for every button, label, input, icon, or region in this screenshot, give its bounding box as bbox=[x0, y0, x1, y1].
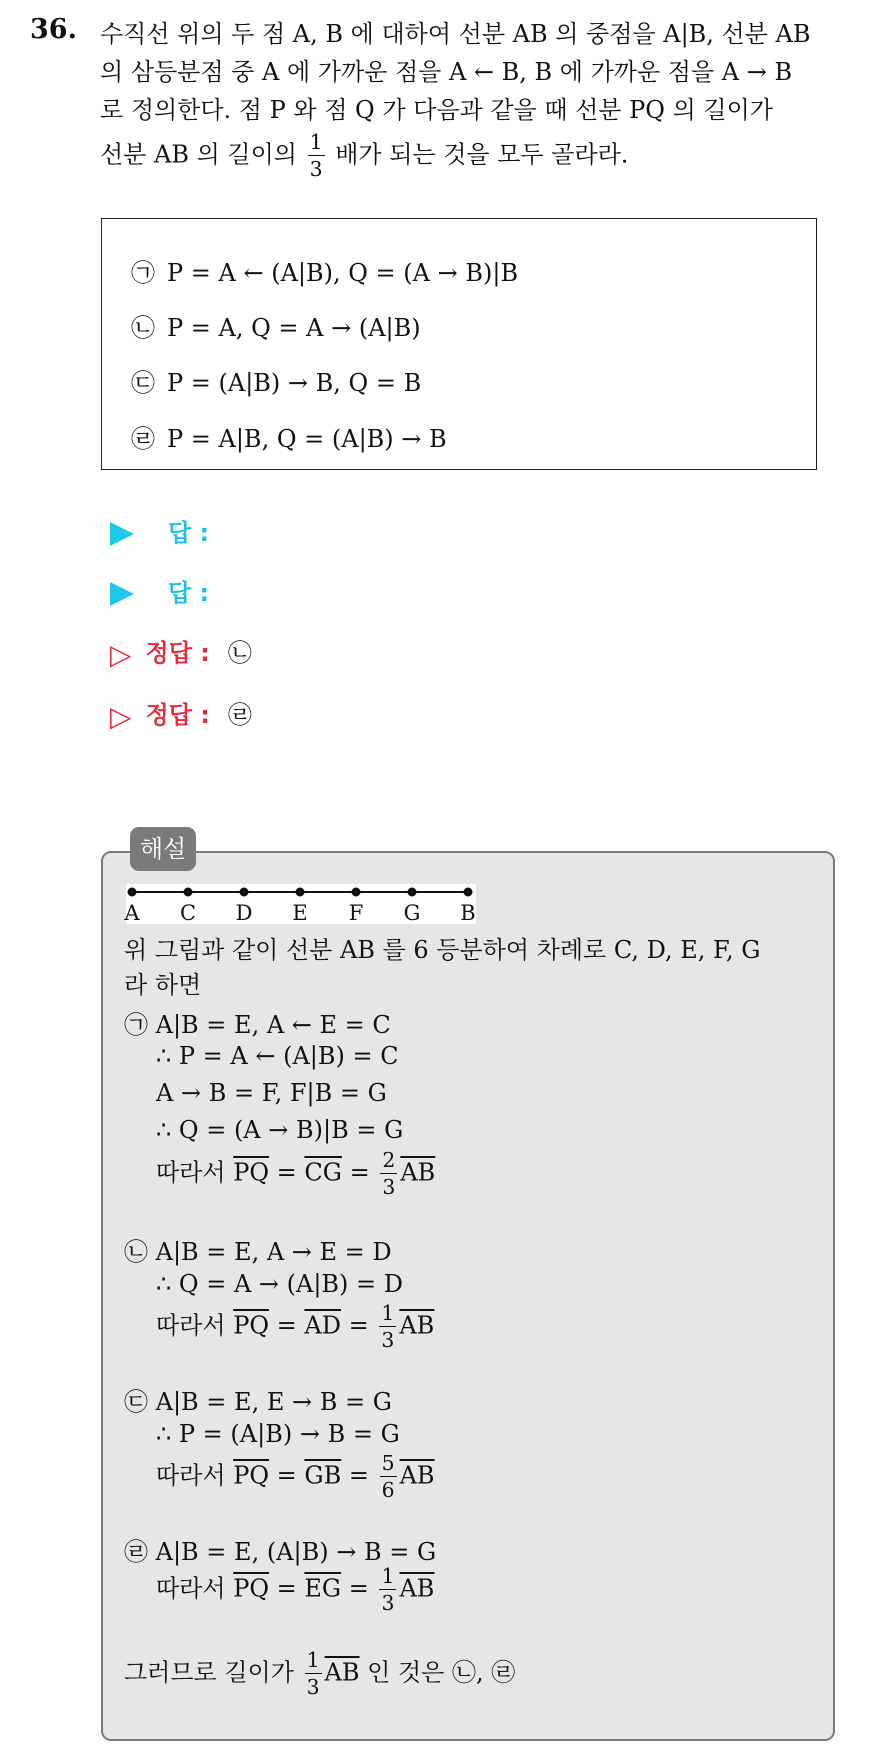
question-text-line-4 bbox=[100, 132, 628, 180]
solution-step-3-line-2: ∴ P = (A|B) → B = G bbox=[156, 1420, 400, 1448]
point-label-f: F bbox=[348, 901, 364, 925]
choice-marker: ㉣ bbox=[131, 425, 155, 453]
point-label-d: D bbox=[235, 901, 253, 925]
correct-answer-1 bbox=[110, 633, 252, 671]
answer-blank-1 bbox=[110, 513, 209, 548]
solution-step-2-result: 따라서 $\overline{PQ} = \overline{AD}$ = $\frac{1}{3}$ $\overline{AB}$ bbox=[156, 1301, 435, 1353]
choice-item-3 bbox=[131, 363, 421, 398]
solution-step-1-result: 따라서 $\overline{PQ} = \overline{CG}$ = $\frac{2}{3}$ $\overline{AB}$ bbox=[156, 1148, 436, 1200]
choice-marker: ㉢ bbox=[131, 369, 155, 397]
solution-step-4-line-1: ㉣ A|B = E, (A|B) → B = G bbox=[124, 1538, 437, 1566]
question-number: 36. bbox=[30, 14, 77, 45]
solution-step-1-line-3: A → B = F, F|B = G bbox=[156, 1079, 387, 1107]
question-text-post: 배가 되는 것을 모두 골라라. bbox=[335, 140, 629, 169]
choice-marker: ㉡ bbox=[131, 314, 155, 342]
solution-step-3-result: 따라서 $\overline{PQ} = \overline{GB}$ = $\frac{5}{6}$ $\overline{AB}$ bbox=[156, 1451, 435, 1503]
point-e bbox=[296, 888, 305, 897]
choice-text: P = A|B, Q = (A|B) → B bbox=[167, 425, 447, 453]
choice-marker: ㉠ bbox=[131, 259, 155, 287]
solution-intro-1: 위 그림과 같이 선분 AB 를 6 등분하여 차례로 C, D, E, F, G bbox=[124, 936, 761, 964]
outline-arrow-icon: ▷ bbox=[110, 699, 132, 733]
point-b bbox=[464, 888, 473, 897]
choice-item-1 bbox=[131, 253, 518, 288]
play-arrow-icon bbox=[110, 582, 134, 606]
question-text-pre: 선분 AB 의 길이의 bbox=[100, 140, 297, 169]
question-text-line-2: 의 삼등분점 중 A 에 가까운 점을 A ← B, B 에 가까운 점을 A → B bbox=[100, 58, 793, 86]
point-label-c: C bbox=[179, 901, 197, 925]
point-label-e: E bbox=[292, 901, 308, 925]
correct-answer-value: ㉣ bbox=[227, 701, 252, 729]
question-text-line-3: 로 정의한다. 점 P 와 점 Q 가 다음과 같을 때 선분 PQ 의 길이가 bbox=[100, 96, 773, 124]
solution-tab: 해설 bbox=[130, 827, 196, 871]
answer-blank-2 bbox=[110, 573, 209, 608]
solution-step-3-line-1: ㉢ A|B = E, E → B = G bbox=[124, 1388, 392, 1416]
question-text-line-1: 수직선 위의 두 점 A, B 에 대하여 선분 AB 의 중점을 A|B, 선분 AB bbox=[100, 20, 811, 48]
solution-step-1-line-1: ㉠ A|B = E, A ← E = C bbox=[124, 1011, 391, 1039]
number-line-figure bbox=[126, 884, 476, 924]
play-arrow-icon bbox=[110, 522, 134, 546]
point-d bbox=[240, 888, 249, 897]
solution-step-2-line-2: ∴ Q = A → (A|B) = D bbox=[156, 1270, 404, 1298]
correct-answer-value: ㉡ bbox=[227, 639, 252, 667]
solution-step-2-line-1: ㉡ A|B = E, A → E = D bbox=[124, 1238, 392, 1266]
choice-item-2 bbox=[131, 308, 421, 343]
correct-answer-label: 정답 : bbox=[145, 639, 210, 667]
solution-step-4-result: 따라서 $\overline{PQ} = \overline{EG}$ = $\frac{1}{3}$ $\overline{AB}$ bbox=[156, 1564, 435, 1616]
point-f bbox=[352, 888, 361, 897]
solution-step-1-line-2: ∴ P = A ← (A|B) = C bbox=[156, 1042, 399, 1070]
one-third-fraction: $\frac{1}{3}$ bbox=[309, 130, 323, 182]
outline-arrow-icon: ▷ bbox=[110, 637, 132, 671]
choice-text: P = A, Q = A → (A|B) bbox=[167, 314, 421, 342]
correct-answer-label: 정답 : bbox=[145, 701, 210, 729]
solution-step-1-line-4: ∴ Q = (A → B)|B = G bbox=[156, 1116, 404, 1144]
choice-text: P = (A|B) → B, Q = B bbox=[167, 369, 422, 397]
choice-item-4 bbox=[131, 419, 447, 454]
point-g bbox=[408, 888, 417, 897]
answer-label: 답 : bbox=[168, 519, 210, 547]
point-a bbox=[128, 888, 137, 897]
choice-text: P = A ← (A|B), Q = (A → B)|B bbox=[167, 259, 519, 287]
point-label-g: G bbox=[403, 901, 421, 925]
correct-answer-2 bbox=[110, 695, 252, 733]
solution-conclusion: 그러므로 길이가 $\frac{1}{3}$ $\overline{AB}$ 인 것은 ㉡, ㉣ bbox=[124, 1648, 516, 1700]
answer-label: 답 : bbox=[168, 579, 210, 607]
point-label-a: A bbox=[124, 901, 140, 925]
solution-intro-2: 라 하면 bbox=[124, 971, 202, 999]
point-label-b: B bbox=[460, 901, 476, 925]
point-c bbox=[184, 888, 193, 897]
